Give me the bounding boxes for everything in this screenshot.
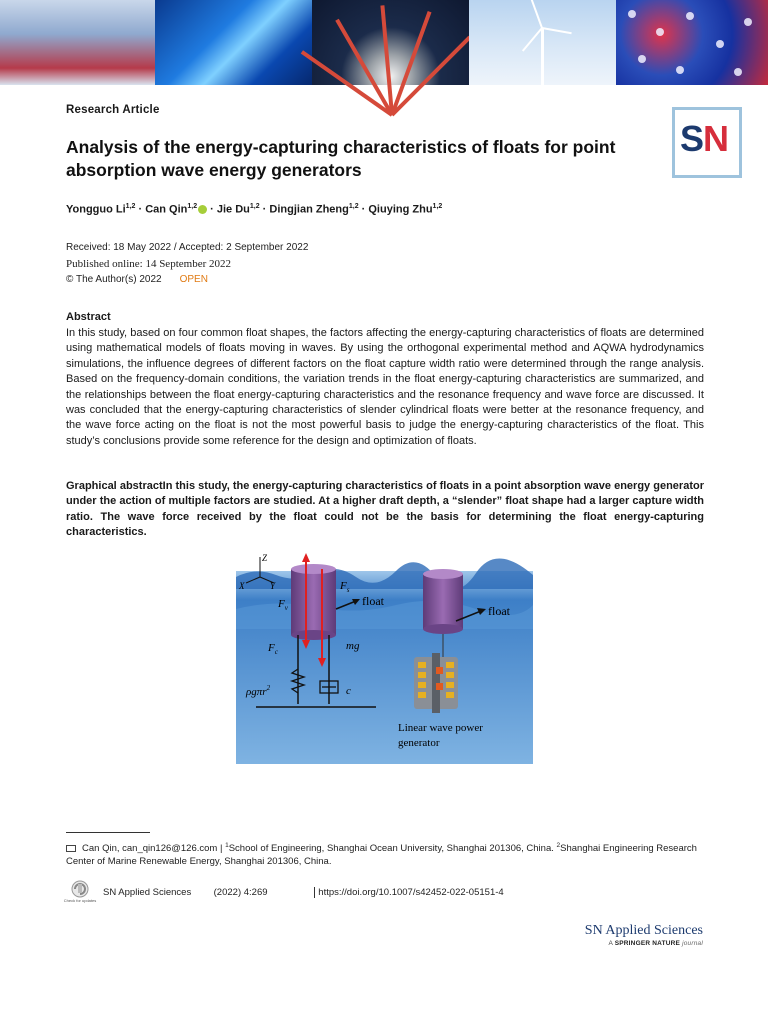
author-name[interactable]: Dingjian Zheng	[269, 203, 349, 216]
doi-link[interactable]: https://doi.org/10.1007/s42452-022-05151-4	[314, 887, 503, 898]
logo-letter-s: S	[680, 118, 704, 159]
author-list: Yongguo Li$^{1,2}$ · Can Qin$^{1,2}$ · Jie Du$^{1,2}$ · Dingjian Zheng$^{1,2}$ · Qiuying Zhu$^{1,2}$	[66, 203, 443, 216]
banner-image-lab	[0, 0, 155, 85]
force-mg-label: mg	[346, 640, 360, 652]
journal-brand-footer	[563, 923, 703, 947]
abstract-body: In this study, based on four common float shapes, the factors affecting the energy-capturing characteristics of floats are determined using mathematical models of floats moving in waves. By using the orthogonal experimental method and AQWA hydrodynamics simulations, the influence degrees of different factors on the float capture width ratio were determined through the range analysis. Based on the frequency-domain conditions, the variation trends in the float energy-capturing characteristics are summarized, and the relationships between the float energy-capturing characteristics and the resonance frequency and wave force are discussed. It was concluded that the energy-capturing characteristics of slender cylindrical floats were better at the resonance frequency, and the wave force acting on the float is not the most powerful basis to judge the energy-capturing characteristics of the float. This study’s conclusions provide some reference for the design and optimization of floats.	[66, 327, 704, 447]
spring-constant-label: ρgπr$^2$	[246, 684, 271, 698]
received-accepted-date: Received: 18 May 2022 / Accepted: 2 September 2022	[66, 242, 309, 253]
correspondence-footnote	[66, 839, 706, 868]
publication-dates	[66, 240, 308, 288]
footnote-divider	[66, 832, 150, 833]
banner-image-molecules	[616, 0, 768, 85]
author-name[interactable]: Jie Du	[216, 203, 250, 216]
float-label-right: float	[488, 604, 510, 618]
author-affiliation: 1,2	[125, 203, 136, 210]
orcid-icon[interactable]	[198, 205, 207, 214]
logo-letter-n: N	[703, 118, 729, 159]
contact-email[interactable]: Can Qin, can_qin126@126.com |	[82, 843, 223, 855]
generator-label-line-1: Linear wave power	[398, 722, 483, 734]
axis-x-label: X	[239, 581, 245, 591]
journal-name: SN Applied Sciences	[103, 887, 192, 898]
author-affiliation: 1,2	[432, 203, 443, 210]
envelope-icon	[66, 845, 76, 852]
force-fv-label: $F_v$	[278, 598, 288, 612]
author-affiliation: 1,2	[348, 203, 359, 210]
footer-journal-name: SN Applied Sciences	[584, 923, 703, 938]
author-name[interactable]: Yongguo Li	[66, 203, 126, 216]
journal-volume: (2022) 4:269	[213, 887, 268, 898]
graphical-abstract-figure	[236, 549, 533, 764]
author-affiliation: 1,2	[187, 203, 198, 210]
banner-image-blue-wave	[155, 0, 312, 85]
author-affiliation: 1,2	[249, 203, 260, 210]
abstract-heading: Abstract	[66, 311, 111, 323]
axis-z-label: Z	[262, 553, 268, 563]
banner-image-coil	[312, 0, 469, 85]
affiliation-1: School of Engineering, Shanghai Ocean University, Shanghai 201306, China.	[228, 843, 554, 855]
author-name[interactable]: Qiuying Zhu	[368, 203, 433, 216]
float-cylinder-left	[291, 569, 336, 635]
affiliation-marker: 1	[225, 842, 229, 849]
affiliation-2: Shanghai Engineering Research Center of Marine Renewable Energy, Shanghai 201306, China.	[66, 843, 697, 868]
float-label-left: float	[362, 594, 384, 608]
footer-publisher-line: A SPRINGER NATURE journal	[608, 940, 703, 947]
check-for-updates-icon[interactable]	[63, 878, 97, 908]
damping-label: c	[346, 685, 351, 697]
copyright-text: © The Author(s) 2022	[66, 274, 162, 285]
force-fc-label: $F_c$	[268, 642, 278, 656]
svg-text:Check for updates: Check for updates	[63, 898, 97, 903]
graphical-abstract-text: Graphical abstractIn this study, the energy-capturing characteristics of floats in a point absorption wave energy generator under the action of multiple factors are studied. At a higher draft depth, a “slender” float shape had a larger capture width ratio. The wave force received by the float could not be the basis for determining the float energy-capturing characteristics.	[66, 480, 704, 539]
force-fs-label: $F_s$	[340, 580, 350, 594]
affiliation-marker: 2	[556, 842, 561, 849]
header-banner	[0, 0, 768, 85]
article-type-label: Research Article	[66, 104, 160, 116]
banner-image-wind-turbine	[469, 0, 616, 85]
sn-logo	[672, 107, 742, 178]
author-name[interactable]: Can Qin	[145, 203, 188, 216]
generator-label-line-2: generator	[398, 737, 440, 749]
axis-y-label: Y	[270, 581, 276, 591]
published-date: Published online: 14 September 2022	[66, 258, 231, 270]
article-title: Analysis of the energy-capturing characteristics of floats for point absorption wave energy generators	[66, 137, 616, 180]
open-access-badge: OPEN	[179, 274, 208, 285]
journal-citation-line	[103, 887, 504, 898]
